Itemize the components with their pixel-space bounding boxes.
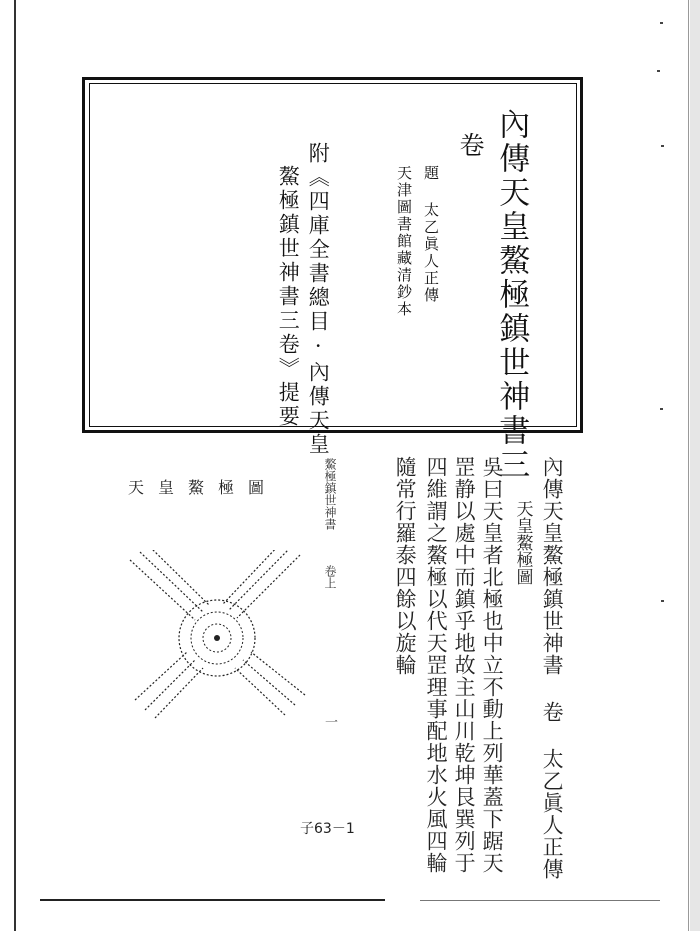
manuscript-text-column: 隨常行羅泰四餘以旋輪 [393, 456, 418, 676]
author-line: 題 太乙眞人正傳 [422, 165, 440, 304]
fold-margin-folio: 一 [322, 715, 337, 728]
book-title: 內傳天皇鰲極鎮世神書三 [493, 108, 530, 482]
manuscript-text-column: 四維謂之鰲極以代天罡理事配地水火風四輪 [424, 456, 449, 874]
manuscript-subheading: 天皇鰲極圖 [512, 500, 533, 585]
manuscript-text-column: 罡静以處中而鎮乎地故主山川乾坤艮巽列于 [452, 456, 477, 874]
manuscript-text-column: 吳曰天皇者北極也中立不動上列華蓋下踞天 [480, 456, 505, 874]
scan-speck [661, 145, 664, 147]
scan-speck [661, 600, 664, 602]
scan-speck [660, 22, 663, 24]
aoji-diagram [125, 550, 310, 725]
scan-speck [660, 408, 663, 410]
scan-speck [657, 70, 660, 72]
diagram-title: 天皇鰲極圖 [128, 478, 279, 497]
book-title-continued: 卷 [456, 132, 485, 157]
fold-margin-volume: 卷上 [323, 565, 337, 589]
page-right-margin [690, 0, 700, 931]
bottom-rule-faint [420, 900, 660, 901]
appendix-line-2: 鰲極鎮世神書三卷》提要 [276, 165, 301, 429]
bottom-rule [40, 899, 385, 901]
diagram-center-dot [214, 635, 220, 641]
diagram-arms [130, 550, 305, 718]
source-line: 天津圖書館藏清鈔本 [395, 165, 413, 318]
fold-margin-title: 鰲極鎮世神書 [323, 458, 337, 530]
appendix-line-1: 附《四庫全書總目·內傳天皇 [306, 142, 331, 457]
page-right-edge-line [688, 0, 689, 931]
page-number: 子63－1 [300, 821, 355, 837]
page-left-edge [14, 0, 16, 931]
manuscript-heading: 內傳天皇鰲極鎮世神書 卷 太乙眞人正傳 [540, 456, 565, 880]
